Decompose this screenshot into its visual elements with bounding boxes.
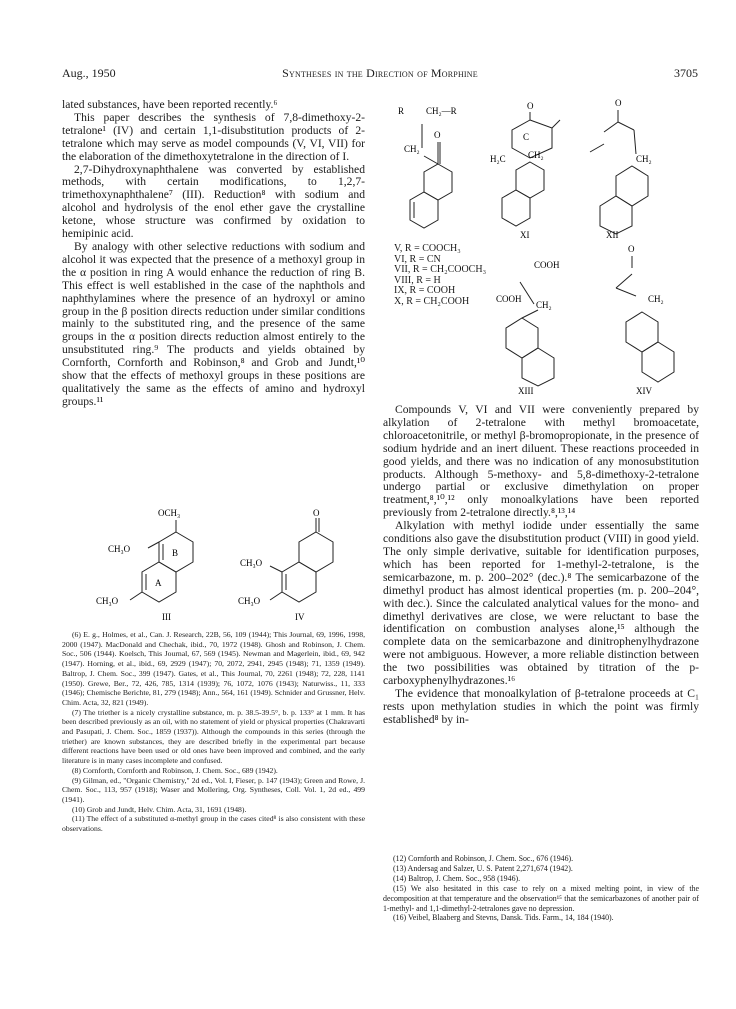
label-xiv: XIV bbox=[636, 386, 652, 396]
structure-xii bbox=[590, 110, 648, 234]
paragraph-synthesis: 2,7-Dihydroxynaphthalene was converted by established methods, with certain modifications, to 1,2,7-trimethoxynaphthalene⁷ (III). Reduction⁸ with sodium and alcohol and hydrolysis of the enol ether gave the crystalline ketone, whose structure was confirmed by oxidation to hemipinic acid. bbox=[62, 162, 365, 241]
oxo-label-xii: O bbox=[615, 98, 622, 108]
oxo-label-xi: O bbox=[527, 101, 534, 111]
structure-xiv bbox=[616, 256, 674, 382]
label-iv: IV bbox=[295, 612, 305, 622]
r-group-vii: VII, R = CH₂COOCH₃ bbox=[394, 264, 487, 275]
footnote-9: (9) Gilman, ed., "Organic Chemistry," 2d ed., Vol. I, Fieser, p. 147 (1943); Green and Rowe, J. Chem. Soc., 113, 957 (1918); Waser and Mollering, Org. Syntheses, Coll. Vol. 1, 2d ed., 499 (1941). bbox=[62, 775, 365, 804]
r-group-x: X, R = CH₂COOH bbox=[394, 295, 470, 307]
paragraph-alkylation: Compounds V, VI and VII were conveniently prepared by alkylation of 2-tetralone with methyl bromoacetate, chloroacetonitrile, or methyl β-bromopropionate, in the presence of sodium hydride and an inert diluent. These reactions proceeded in good yields, and there was no indication of any monosubstitution products. Although 5-methoxy- and 5,8-dimethoxy-2-tetralone undergo partial or exclusive dimethylation on proper treatment,⁸,¹⁰,¹² only monoalkylations have been reported previously from 2-tetralone directly.⁸,¹³,¹⁴ bbox=[383, 403, 699, 520]
ch3o-label-iii-upper: CH₃O bbox=[108, 544, 131, 554]
paragraph-analogy: By analogy with other selective reductions with sodium and alcohol it was expected that the presence of a methoxyl group in the α position in ring A would enhance the reduction of ring B. This effect is well established in the case of the naphthols and naphthylamines where the presence of an hydroxyl or amino group in the β position directs reduction under similar conditions mainly to the substituted ring, and the presence of the same groups in the α position directs reduction almost entirely to the unsubstituted ring.⁹ The products and yields obtained by Cornforth, Cornforth and Robinson,⁸ and Grob and Jundt,¹⁰ show that the effects of methoxyl groups in these positions are qualitatively the same as the effects of amino and hydroxyl groups.¹¹ bbox=[62, 239, 365, 408]
cooh-label-upper: COOH bbox=[534, 260, 560, 270]
ch2r-label: CH₂—R bbox=[426, 106, 457, 116]
right-footnotes bbox=[383, 854, 699, 923]
left-footnotes bbox=[62, 630, 365, 834]
footnote-13: (13) Andersag and Salzer, U. S. Patent 2,271,674 (1942). bbox=[393, 863, 573, 873]
structure-v-x bbox=[410, 124, 452, 228]
paragraph-methyl-iodide: Alkylation with methyl iodide under essentially the same conditions also gave the disubstitution product (VIII) in good yield. The only simple derivative, suitable for identification purposes, which has been reported for 1-methyl-2-tetralone, is the semicarbazone, m. p. 200–202° (dec.).⁸ The semicarbazone of the dimethyl product has almost identical properties (m. p. 200–204°, with dec.). Since the calculated analytical values for the mono- and dimethyl derivatives are close, we were reluctant to base the identification on combustion analyses alone,¹⁵ although the complete data on the semicarbazone and dinitrophenylhydrazone were not ambiguous. However, a more reliable distinction between the two possibilities was obtained by titration of the p-carboxyphenylhydrazones.¹⁶ bbox=[383, 519, 699, 688]
oxo-label-v: O bbox=[434, 130, 441, 140]
ch3o-label-iv-lower: CH₃O bbox=[238, 596, 261, 606]
structure-xi bbox=[502, 112, 560, 226]
och3-label: OCH₃ bbox=[158, 508, 181, 518]
footnote-12: (12) Cornforth and Robinson, J. Chem. Soc., 676 (1946). bbox=[393, 854, 574, 863]
footnote-6: (6) E. g., Holmes, et al., Can. J. Research, 22B, 56, 109 (1944); This Journal, 69, 1996, 1998, 2000 (1947). MacDonald and Chechak, ibid., 70, 1972 (1948). Ghosh and Robinson, J. Chem. Soc., 506 (1944). Koelsch, This Journal, 67, 569 (1945). Newman and Magerlein, ibid., 69, 942 (1947). Horning, et al., ibid., 69, 2929 (1947); 70, 2072, 2941, 2945 (1948); 71, 1359 (1949). Baltrop, J. Chem. Soc., 399 (1947). Gates, et al., This Journal, 70, 2261 (1948); 72, 228, 1141 (1950). Grewe, Ber., 72, 426, 785, 1314 (1939); 76, 1072, 1076 (1943); Naturwiss., 11, 333 (1946); Chemische Berichte, 81, 279 (1948); Ann., 564, 161 (1949). Schnider and Grussner, Helv. Chim. Acta, 32, 821 (1949). bbox=[62, 630, 365, 707]
paragraph-continued: lated substances, have been reported recently.⁶ bbox=[62, 98, 278, 111]
paragraph-intro: This paper describes the synthesis of 7,8-dimethoxy-2-tetralone¹ (IV) and certain 1,1-disubstitution products of 2-tetralone which may serve as model compounds (V, VI, VII) for the elaboration of the dimethoxytetralone in the direction of I. bbox=[62, 110, 365, 163]
c-label-xi: C bbox=[523, 132, 530, 142]
h2c-label: H₂C bbox=[490, 154, 506, 164]
label-xii: XII bbox=[606, 230, 619, 240]
oxo-label-iv: O bbox=[313, 508, 320, 518]
label-xiii: XIII bbox=[518, 386, 534, 396]
page-number: 3705 bbox=[674, 66, 698, 80]
ch2-label-xii: CH₂ bbox=[636, 154, 652, 164]
footnote-8: (8) Cornforth, Cornforth and Robinson, J. Chem. Soc., 689 (1942). bbox=[72, 765, 278, 775]
ring-b-label: B bbox=[172, 548, 179, 558]
footnote-15: (15) We also hesitated in this case to rely on a mixed melting point, in view of the decomposition at that temperature and the observation¹⁵ that the semicarbazones of another pair of 1-methyl- and 1,1-dimethyl-2-tetralones gave no depression. bbox=[383, 883, 699, 913]
footnote-11: (11) The effect of a substituted α-methyl group in the cases cited⁸ is also consistent with these observations. bbox=[62, 814, 365, 834]
header-title: Syntheses in the Direction of Morphine bbox=[282, 66, 478, 80]
oxo-label-xiv: O bbox=[628, 244, 635, 254]
label-xi: XI bbox=[520, 230, 530, 240]
ch2-label-xiv: CH₂ bbox=[648, 294, 664, 304]
running-header bbox=[62, 66, 698, 82]
ring-a-label: A bbox=[155, 578, 162, 588]
paragraph-evidence: The evidence that monoalkylation of β-tetralone proceeds at C₁ rests upon methylation studies in which the point was firmly established⁸ by in- bbox=[383, 686, 699, 726]
structure-iv bbox=[270, 518, 333, 602]
ch2-label: CH₂ bbox=[404, 144, 420, 154]
structures-iii-iv bbox=[90, 508, 350, 626]
right-body-text bbox=[383, 404, 699, 727]
footnote-7: (7) The triether is a nicely crystalline substance, m. p. 38.5-39.5°, b. p. 133° at 1 mm. It has been described previously as an oil, with no statement of yield or physical properties (Chakravarti and Pasupati, J. Chem. Soc., 1859 (1937)). Although the compounds in this series (through the triether) are known substances, they are described briefly in the experimental part because different reactions have been used or old ones have been improved and combined, and the early literature is in many cases incomplete and confused. bbox=[62, 707, 365, 766]
footnote-14: (14) Baltrop, J. Chem. Soc., 958 (1946). bbox=[393, 873, 521, 883]
ch3o-label-iii-lower: CH₃O bbox=[96, 596, 119, 606]
header-date: Aug., 1950 bbox=[62, 66, 116, 80]
ch2-label-xiii: CH₂ bbox=[536, 300, 552, 310]
r-group-v: V, R = COOCH₃ bbox=[394, 243, 461, 254]
footnote-10: (10) Grob and Jundt, Helv. Chim. Acta, 31, 1691 (1948). bbox=[72, 804, 247, 814]
r-group-viii: VIII, R = H bbox=[394, 274, 441, 286]
ch3o-label-iv-upper: CH₃O bbox=[240, 558, 263, 568]
r-group-ix: IX, R = COOH bbox=[394, 285, 456, 296]
r-group-list bbox=[394, 244, 486, 307]
left-body-text bbox=[62, 99, 365, 409]
r-label: R bbox=[398, 106, 405, 116]
ch2-label-xi: CH₂ bbox=[528, 150, 544, 160]
label-iii: III bbox=[162, 612, 171, 622]
cooh-label-lower: COOH bbox=[496, 294, 522, 304]
footnote-16: (16) Veibel, Blaaberg and Stevns, Dansk. Tids. Farm., 14, 184 (1940). bbox=[393, 913, 614, 923]
r-group-vi: VI, R = CN bbox=[394, 253, 441, 265]
structure-iii bbox=[130, 520, 193, 602]
